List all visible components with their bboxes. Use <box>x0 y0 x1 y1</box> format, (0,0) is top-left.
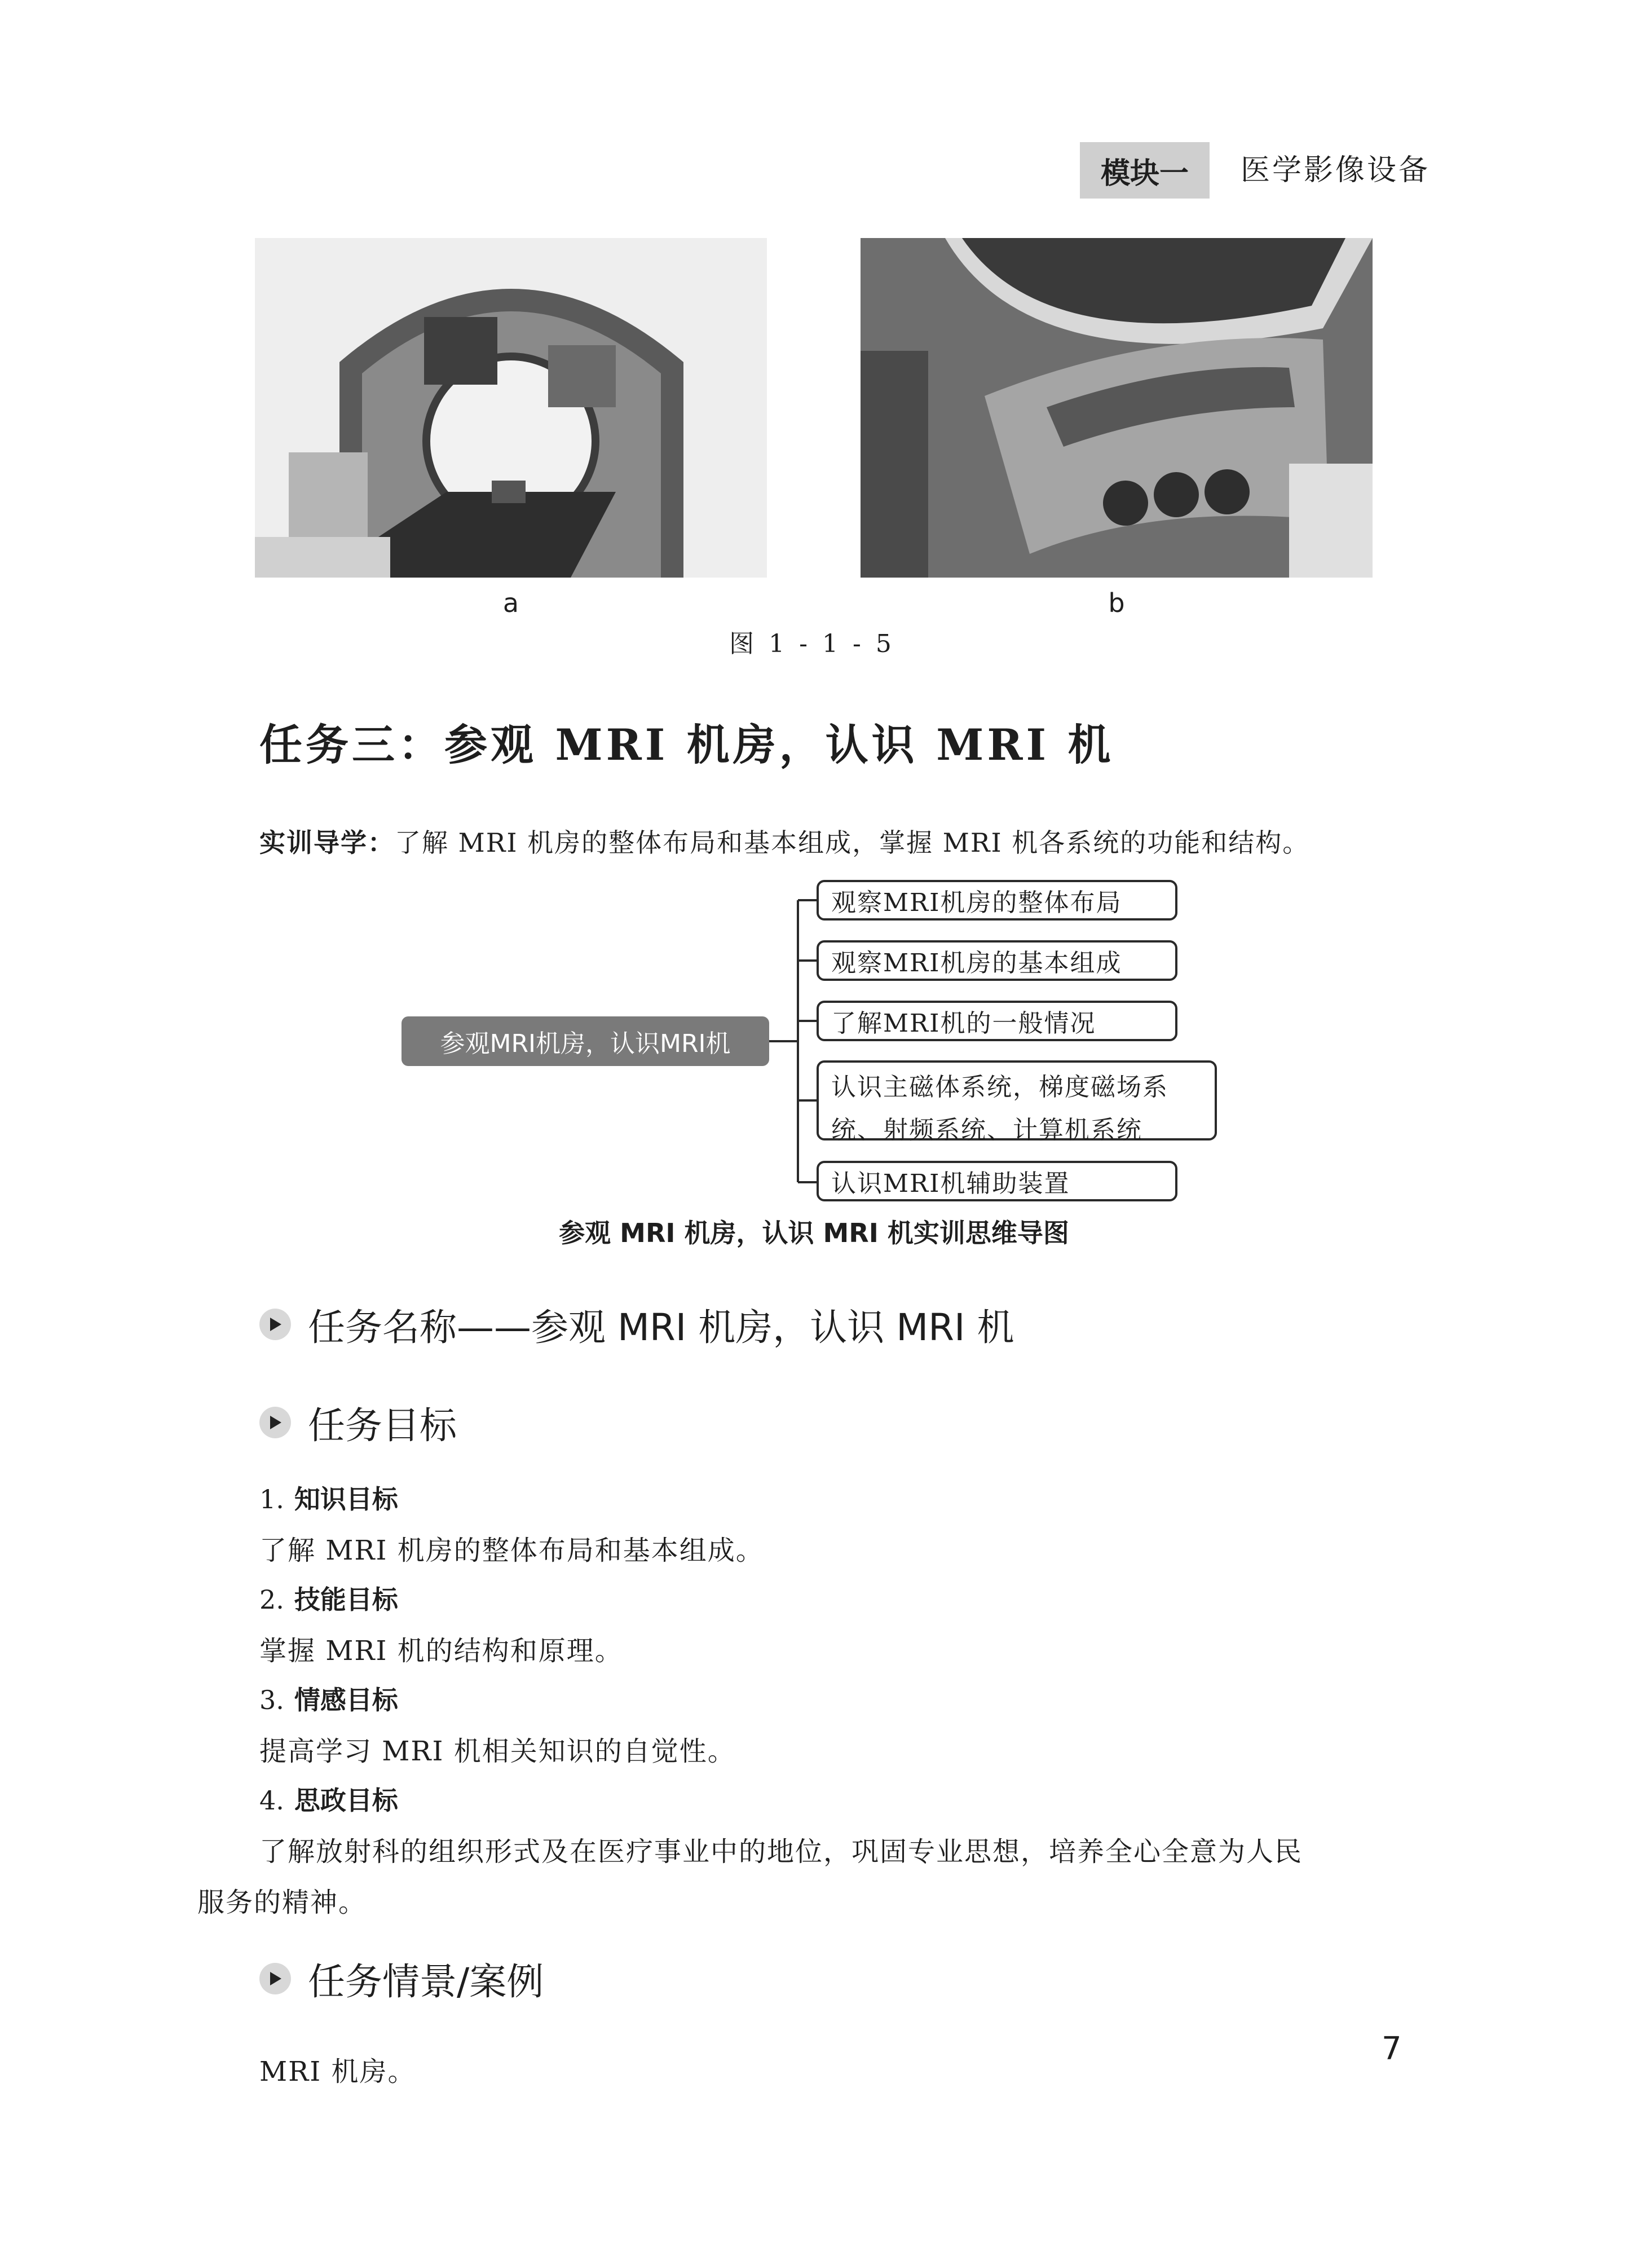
mindmap-node-2: 观察MRI机房的基本组成 <box>817 940 1177 981</box>
goal-1-text: 了解 MRI 机房的整体布局和基本组成。 <box>259 1535 764 1566</box>
page-number: 7 <box>1382 2031 1402 2067</box>
training-guide <box>259 822 1309 860</box>
figure-photo-a <box>255 238 767 578</box>
goal-2-heading <box>259 1579 398 1617</box>
module-tag: 模块一 <box>1080 142 1210 199</box>
mindmap-connectors <box>767 880 823 1196</box>
goal-3-heading <box>259 1680 398 1717</box>
mindmap-node-4-line2: 统、射频系统、计算机系统 <box>831 1116 1142 1144</box>
task-scene-body: MRI 机房。 <box>259 2056 416 2088</box>
goal-1-title: 知识目标 <box>294 1484 398 1514</box>
mindmap-node-4-line1: 认识主磁体系统，梯度磁场系 <box>831 1073 1168 1102</box>
goal-4-heading <box>259 1780 398 1817</box>
figure-photo-b <box>861 238 1373 578</box>
goal-4-text-line2: 服务的精神。 <box>197 1887 367 1918</box>
goal-4-text-line1: 了解放射科的组织形式及在医疗事业中的地位，巩固专业思想，培养全心全意为人民 <box>259 1836 1303 1868</box>
goal-3-text: 提高学习 MRI 机相关知识的自觉性。 <box>259 1736 736 1767</box>
goal-4-title: 思政目标 <box>294 1785 398 1816</box>
goal-2-text: 掌握 MRI 机的结构和原理。 <box>259 1635 623 1667</box>
task-name-text: 任务名称——参观 MRI 机房，认识 MRI 机 <box>308 1306 1014 1349</box>
task-scene-text: 任务情景/案例 <box>308 1960 544 2003</box>
task-goal-heading <box>259 1395 457 1449</box>
mindmap-node-5: 认识MRI机辅助装置 <box>817 1161 1177 1201</box>
training-guide-text: 了解 MRI 机房的整体布局和基本组成，掌握 MRI 机各系统的功能和结构。 <box>395 827 1310 858</box>
goal-2-title: 技能目标 <box>294 1584 398 1615</box>
play-triangle-icon <box>259 1309 291 1340</box>
training-guide-label: 实训导学： <box>259 827 395 858</box>
module-name: 医学影像设备 <box>1241 153 1431 187</box>
mindmap-root: 参观MRI机房，认识MRI机 <box>402 1016 769 1066</box>
section-title: 任务三：参观 MRI 机房，认识 MRI 机 <box>259 720 1114 770</box>
goal-1-heading <box>259 1479 398 1516</box>
goal-3-number: 3. <box>259 1685 284 1715</box>
task-scene-heading <box>259 1952 544 2005</box>
figure-caption: 图 1 - 1 - 5 <box>729 629 895 658</box>
figure-label-a: a <box>502 588 519 618</box>
task-name-heading <box>259 1297 1014 1351</box>
figure-label-b: b <box>1108 588 1125 618</box>
play-triangle-icon <box>259 1407 291 1438</box>
goal-3-title: 情感目标 <box>294 1685 398 1715</box>
goal-2-number: 2. <box>259 1584 284 1615</box>
mindmap-node-4 <box>817 1060 1217 1144</box>
mindmap-node-1: 观察MRI机房的整体布局 <box>817 880 1177 921</box>
task-goal-text: 任务目标 <box>308 1404 457 1447</box>
mindmap-node-3: 了解MRI机的一般情况 <box>817 1001 1177 1041</box>
goal-1-number: 1. <box>259 1484 284 1514</box>
play-triangle-icon <box>259 1963 291 1994</box>
goal-4-number: 4. <box>259 1785 284 1816</box>
mindmap-caption: 参观 MRI 机房，认识 MRI 机实训思维导图 <box>559 1218 1069 1248</box>
